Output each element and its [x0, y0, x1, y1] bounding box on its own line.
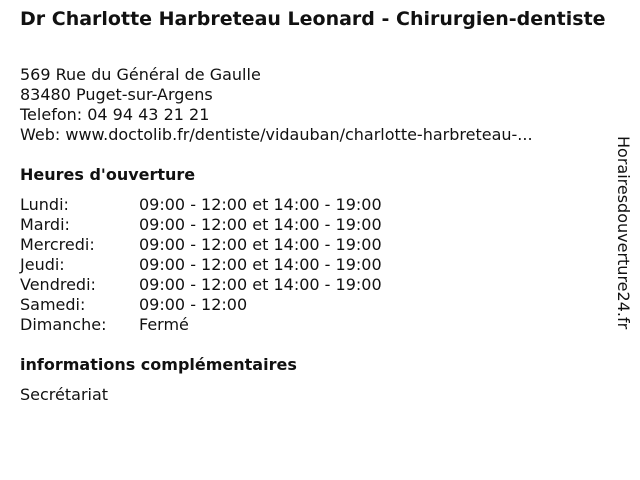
day-label: Jeudi: [20, 255, 65, 274]
additional-info-item: Secrétariat [20, 385, 109, 404]
time-value: 09:00 - 12:00 et 14:00 - 19:00 [139, 235, 382, 254]
day-label: Samedi: [20, 295, 86, 314]
time-value: Fermé [139, 315, 189, 334]
time-value: 09:00 - 12:00 et 14:00 - 19:00 [139, 215, 382, 234]
address-street: 569 Rue du Général de Gaulle [20, 65, 261, 84]
day-label: Vendredi: [20, 275, 96, 294]
page-title: Dr Charlotte Harbreteau Leonard - Chirurgien-dentiste [20, 8, 606, 30]
day-label: Mercredi: [20, 235, 95, 254]
watermark-text: Horairesdouverture24.fr [614, 136, 633, 330]
time-value: 09:00 - 12:00 et 14:00 - 19:00 [139, 255, 382, 274]
day-label: Lundi: [20, 195, 69, 214]
website-link[interactable]: Web: www.doctolib.fr/dentiste/vidauban/charlotte-harbreteau-... [20, 125, 533, 144]
additional-info-heading: informations complémentaires [20, 355, 297, 374]
day-label: Mardi: [20, 215, 70, 234]
day-label: Dimanche: [20, 315, 107, 334]
time-value: 09:00 - 12:00 et 14:00 - 19:00 [139, 275, 382, 294]
address-city: 83480 Puget-sur-Argens [20, 85, 213, 104]
phone-number[interactable]: Telefon: 04 94 43 21 21 [20, 105, 210, 124]
time-value: 09:00 - 12:00 [139, 295, 248, 314]
watermark [612, 136, 636, 346]
time-value: 09:00 - 12:00 et 14:00 - 19:00 [139, 195, 382, 214]
opening-hours-heading: Heures d'ouverture [20, 165, 196, 184]
